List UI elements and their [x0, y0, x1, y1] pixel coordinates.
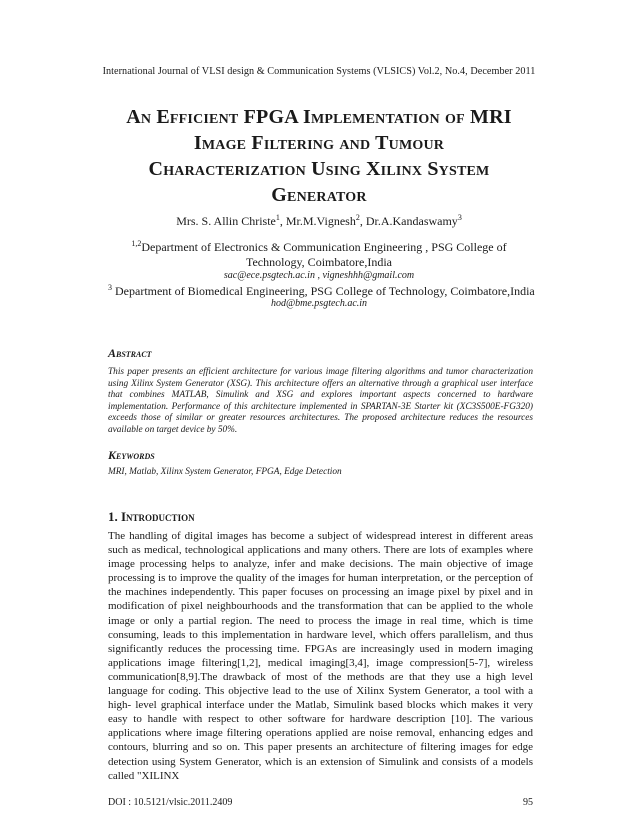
- author-superscript: 2: [355, 213, 360, 222]
- affiliation-text: Department of Electronics & Communication Engineering , PSG College of Technology, Coimbatore,India: [141, 240, 507, 269]
- title-line: An Efficient FPGA Implementation of MRI: [126, 106, 512, 128]
- introduction-text: The handling of digital images has become a subject of widespread interest in different areas such as medical, technological applications and many others. There are lots of examples where image processing helps to analyze, infer and make decisions. The main objective of image processing is to improve the quality of the images for human interpretation, or the perception of the machines independently. This paper focuses on processing an image pixel by pixel and in modification of pixel neighbourhoods and the transformation that can be applied to the whole image or only a partial region. The need to process the image in real time, which is time consuming, leads to this implementation in hardware level, which offers parallelism, and thus significantly reduces the processing time. FPGAs are increasingly used in modern imaging applications image filtering[1,2], medical imaging[3,4], image compression[5-7], wireless communication[8,9].The drawback of most of the methods are that they use a high level language for coding. This objective lead to the use of Xilinx System Generator, a tool with a high- level graphical interface under the Matlab, Simulink based blocks which makes it very easy to handle with respect to other software for hardware description [10]. The various applications where image filtering operations applied are noise removal, enhancing edges and contours, blurring and so on. This paper presents an architecture of filtering images for edge detection using System Generator, which is an extension of Simulink and consists of a models called "XILINX: [108, 530, 533, 782]
- author-separator: ,: [279, 214, 286, 228]
- author-name: Mrs. S. Allin Christe: [176, 214, 276, 228]
- doi-text: DOI : 10.5121/vlsic.2011.2409: [108, 797, 233, 808]
- page-footer: [108, 797, 533, 808]
- affiliation-superscript: 1,2: [131, 239, 142, 248]
- author-name: Mr.M.Vignesh: [285, 214, 356, 228]
- section-heading: 1. Introduction: [108, 509, 195, 524]
- keywords-heading: Keywords: [108, 448, 155, 462]
- page-number: 95: [523, 797, 533, 808]
- author-superscript: 1: [275, 213, 280, 222]
- journal-header: International Journal of VLSI design & Communication Systems (VLSICS) Vol.2, No.4, December 2011: [102, 66, 536, 77]
- author-separator: ,: [359, 214, 366, 228]
- keywords-text: MRI, Matlab, Xilinx System Generator, FPGA, Edge Detection: [108, 467, 342, 477]
- author-list: [0, 214, 638, 229]
- author-email: hod@bme.psgtech.ac.in: [270, 298, 368, 309]
- affiliation: [104, 240, 534, 270]
- affiliation-text: Department of Biomedical Engineering, PSG College of Technology, Coimbatore,India: [112, 284, 535, 298]
- author-email: sac@ece.psgtech.ac.in , vigneshhh@gmail.com: [223, 270, 415, 281]
- affiliation-superscript: 3: [108, 283, 112, 292]
- title-line: Generator: [271, 184, 367, 206]
- affiliation: [108, 284, 538, 299]
- paper-title: [90, 104, 548, 208]
- title-line: Image Filtering and Tumour: [193, 132, 445, 154]
- title-line: Characterization Using Xilinx System: [148, 158, 490, 180]
- abstract-heading: Abstract: [108, 346, 152, 360]
- author-superscript: 3: [457, 213, 462, 222]
- abstract-text: This paper presents an efficient architecture for various image filtering algorithms and tumor characterization using Xilinx System Generator (XSG). This architecture offers an alternative through a graphical user interface that combines MATLAB, Simulink and XSG and explores important aspects concerned to hardware implementation. Performance of this architecture implemented in SPARTAN-3E Starter kit (XC3S500E-FG320) exceeds those of similar or greater resources architectures. The proposed architecture reduces the resources available on target device by 50%.: [108, 367, 533, 435]
- author-name: Dr.A.Kandaswamy: [365, 214, 458, 228]
